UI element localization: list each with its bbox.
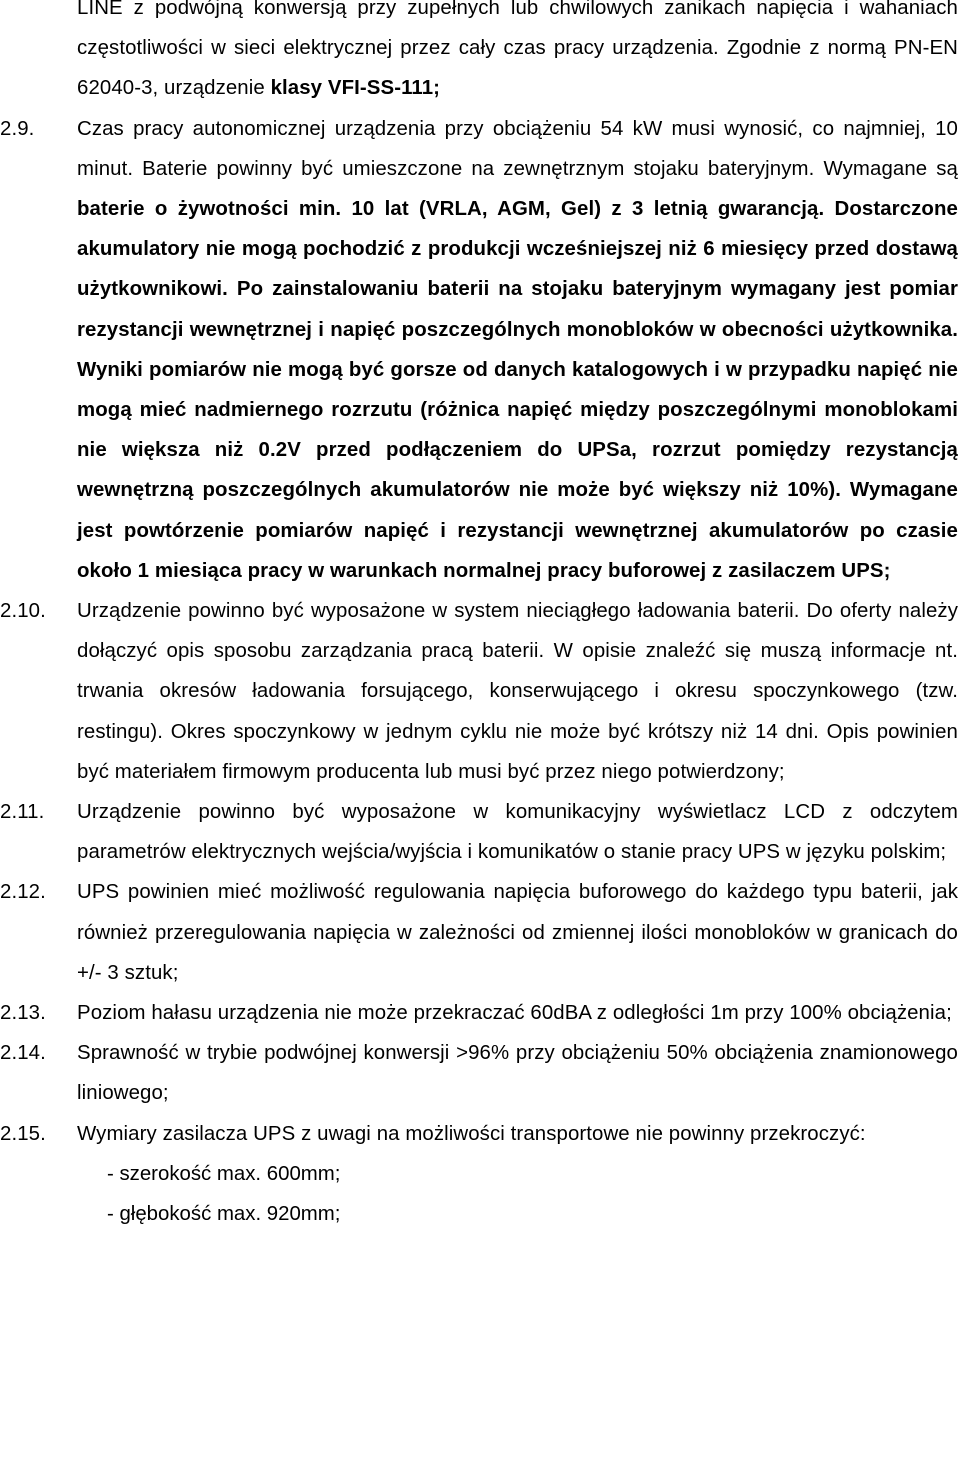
item-number: 2.12. xyxy=(0,881,46,904)
item-text: Wymiary zasilacza UPS z uwagi na możliwości transportowe nie powinny przekroczyć: xyxy=(77,1122,866,1145)
item-2-11 xyxy=(0,792,958,872)
item-number: 2.15. xyxy=(0,1122,46,1145)
item-bold-text: Po zainstalowaniu baterii na stojaku bateryjnym wymagany jest pomiar rezystancji wewnętrznej i napięć poszczególnych monobloków w obecności użytkownika. Wyniki pomiarów nie mogą być gorsze od danych katalogowych i w przypadku napięć nie mogą mieć nadmiernego rozrzutu (różnica napięć między poszczególnymi monoblokami nie większa niż 0.2V przed podłączeniem do UPSa, rozrzut pomiędzy rezystancją wewnętrzną poszczególnych akumulatorów nie może być większy niż 10%). Wymagane jest powtórzenie pomiarów napięć i rezystancji wewnętrznej akumulatorów po czasie około 1 miesiąca pracy w warunkach normalnej pracy buforowej z zasilaczem UPS; xyxy=(77,278,958,582)
item-text: Sprawność w trybie podwójnej konwersji >96% przy obciążeniu 50% obciążenia znamionowego liniowego; xyxy=(77,1042,958,1105)
item-2-14 xyxy=(0,1033,958,1113)
item-2-13 xyxy=(0,993,958,1033)
item-2-15 xyxy=(0,1114,958,1154)
item-number: 2.10. xyxy=(0,600,46,623)
intro-text: LINE z podwójną konwersją przy zupełnych lub chwilowych zanikach napięcia i wahaniach częstotliwości w sieci elektrycznej przez cały czas pracy urządzenia. Zgodnie z normą PN-EN 62040-3, urządzenie xyxy=(77,0,958,100)
item-2-9 xyxy=(0,109,958,591)
intro-paragraph xyxy=(0,0,958,109)
item-number: 2.11. xyxy=(0,801,45,824)
item-text: Czas pracy autonomicznej urządzenia przy obciążeniu 54 kW musi wynosić, co najmniej, 10 minut. Baterie powinny być umieszczone na zewnętrznym stojaku bateryjnym. Wymagane są xyxy=(77,117,958,180)
item-2-10 xyxy=(0,591,958,792)
item-number: 2.9. xyxy=(0,117,35,140)
item-text: UPS powinien mieć możliwość regulowania napięcia buforowego do każdego typu baterii, jak również przeregulowania napięcia w zależności od zmiennej ilości monobloków w granicach do +/- 3 sztuk; xyxy=(77,881,958,984)
item-text: Poziom hałasu urządzenia nie może przekraczać 60dBA z odległości 1m przy 100% obciążenia; xyxy=(77,1002,952,1025)
item-text: Urządzenie powinno być wyposażone w komunikacyjny wyświetlacz LCD z odczytem parametrów elektrycznych wejścia/wyjścia i komunikatów o stanie pracy UPS w języku polskim; xyxy=(77,801,958,864)
intro-bold-text: klasy VFI-SS-111; xyxy=(270,77,441,100)
item-bold-text: baterie o żywotności min. 10 lat (VRLA, AGM, Gel) z 3 letnią gwarancją. Dostarczone akumulatory nie mogą pochodzić z produkcji wcześniejszej niż 6 miesięcy przed dostawą użytkownikowi. xyxy=(77,198,958,301)
item-2-12 xyxy=(0,872,958,993)
sub-item-width: - szerokość max. 600mm; xyxy=(107,1162,341,1185)
item-number: 2.13. xyxy=(0,1002,46,1025)
sub-item-depth: - głębokość max. 920mm; xyxy=(107,1203,341,1226)
item-text: Urządzenie powinno być wyposażone w system nieciągłego ładowania baterii. Do oferty należy dołączyć opis sposobu zarządzania pracą baterii. W opisie znaleźć się muszą informacje nt. trwania okresów ładowania forsującego, konserwującego i okresu spoczynkowego (tzw. restingu). Okres spoczynkowy w jednym cyklu nie może być krótszy niż 14 dni. Opis powinien być materiałem firmowym producenta lub musi być przez niego potwierdzony; xyxy=(77,600,958,783)
item-number: 2.14. xyxy=(0,1042,46,1065)
